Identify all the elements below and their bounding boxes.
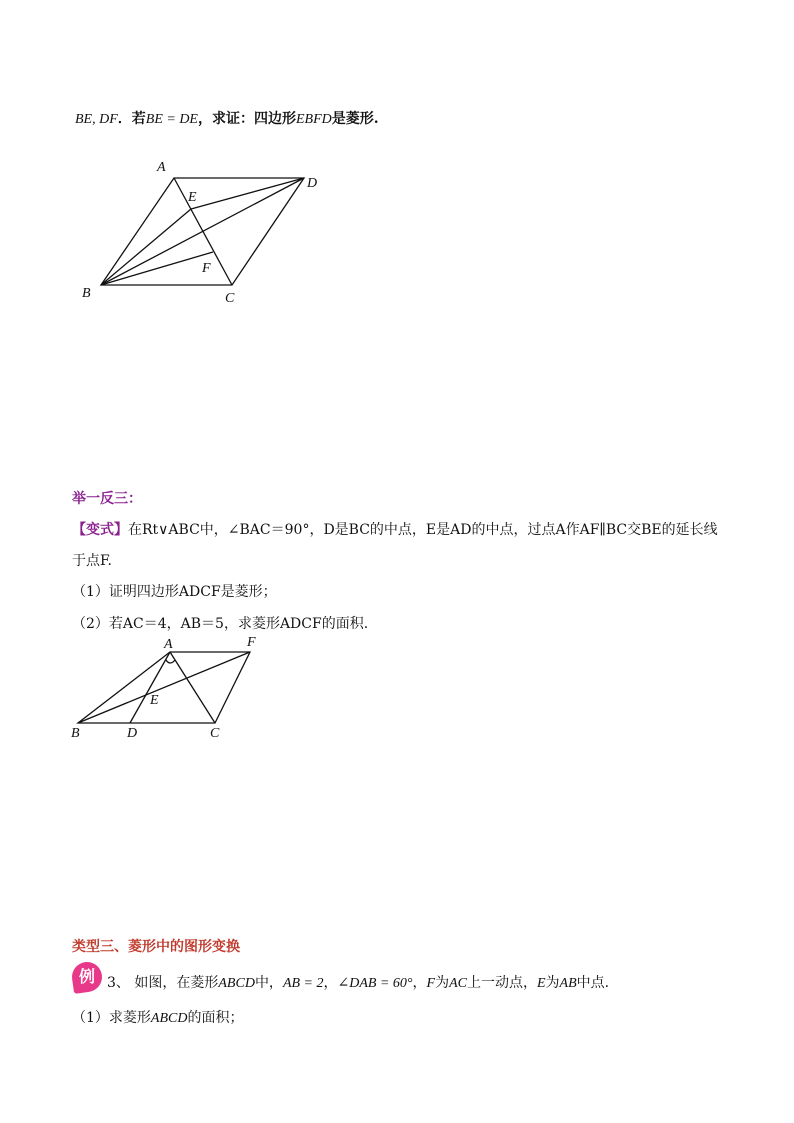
math-angle-dab: ∠DAB = 60° [337,976,413,991]
label-b2: B [71,726,80,741]
label-f: F [202,261,211,276]
example3-statement: 3、 如图，在菱形ABCD中，AB = 2，∠DAB = 60°，F为AC上一动点，E为AB中点. [107,975,610,991]
math-be-df: BE, DF [75,112,118,127]
example3-question-1: （1）求菱形ABCD的面积； [72,1010,244,1026]
variant-tag: 【变式】 [72,522,128,538]
label-c: C [225,291,235,306]
label-b: B [82,286,91,301]
right-angle-mark [166,660,175,663]
example-num: 3、 [107,975,130,991]
label-c2: C [210,726,220,741]
math-ab-eq-2: AB = 2 [282,976,324,991]
math-abcd: ABCD [218,976,255,991]
variant-stmt1: 在Rt∨ABC中，∠BAC＝90°，D是BC的中点，E是AD的中点，过点A作AF∥BC交BE的延长线 [128,522,718,538]
section3-heading: 类型三、菱形中的图形变换 [72,939,240,955]
label-a: A [157,160,166,175]
variant-question-2: （2）若AC＝4，AB＝5，求菱形ADCF的面积. [72,616,369,632]
text-2: ，求证：四边形 [197,111,296,127]
math-ebfd: EBFD [295,112,332,127]
text-1: ．若 [117,111,146,127]
label-e: E [188,190,197,205]
variant-question-1: （1）证明四边形ADCF是菱形； [72,584,277,600]
variant-statement-line2: 于点F. [72,553,112,569]
math-be-eq-de: BE = DE [145,112,198,127]
text-3: 是菱形. [331,111,379,127]
label-e2: E [150,693,159,708]
variant-heading: 举一反三： [72,491,142,507]
label-f2: F [247,635,256,650]
label-d: D [307,176,318,191]
example-badge: 例 [70,960,104,994]
segment-ac [170,652,215,723]
label-a2: A [164,637,173,652]
label-d2: D [127,726,138,741]
